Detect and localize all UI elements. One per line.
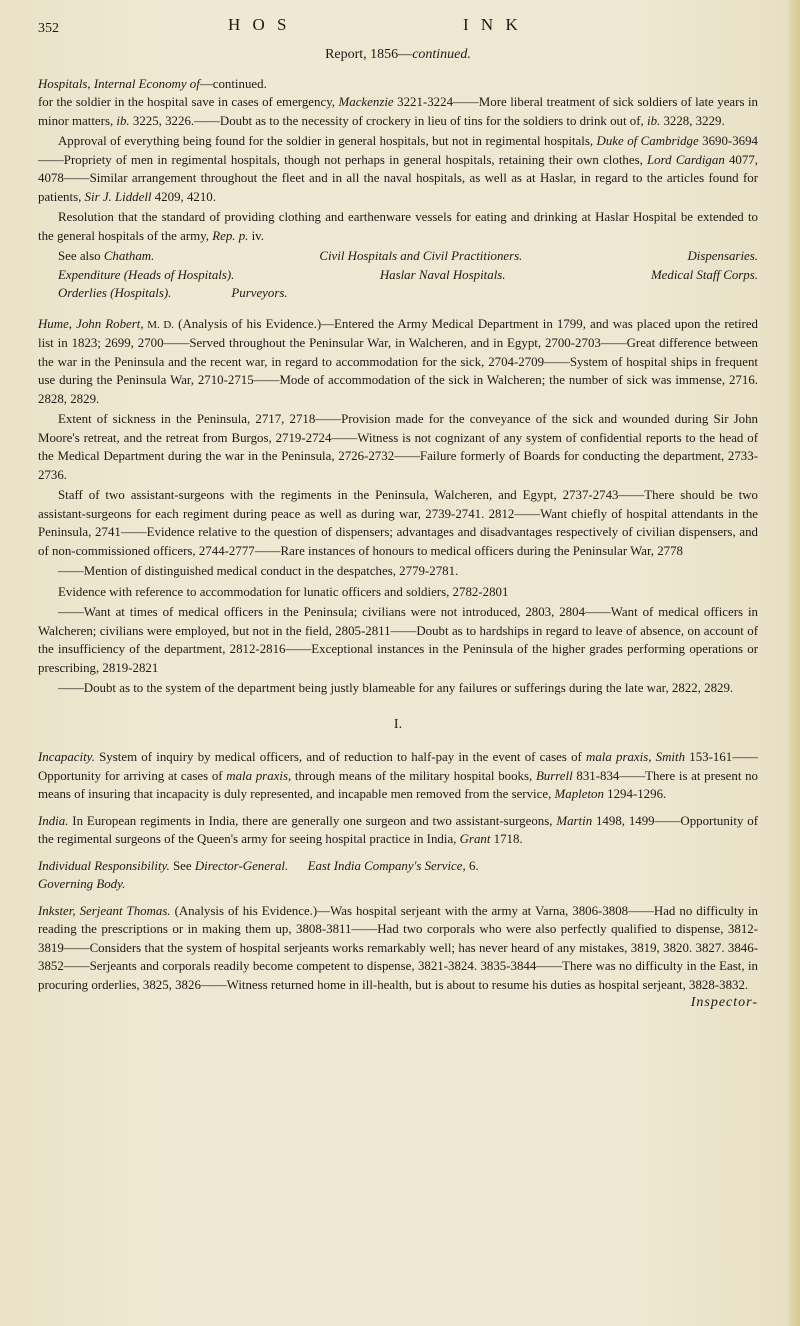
witness-name: Sir J. Liddell [84,189,152,204]
witness-name: Burrell [535,768,573,783]
hume-para-1 [38,315,758,409]
hospitals-para-1 [38,75,758,131]
entry-head: Incapacity. [38,750,95,764]
entry-hospitals [38,75,758,303]
see-item[interactable]: Governing Body. [38,877,126,891]
page-number: 352 [38,21,59,36]
entry-india [38,812,758,849]
entry-head: Inkster, Serjeant Thomas. [38,903,171,918]
text: 3225, 3226.——Doubt as to the necessity of crockery in lieu of tins for the soldiers to drink out of, [129,113,647,128]
see-also-first [58,247,154,266]
witness-name: Grant [459,832,491,846]
see-item[interactable]: Civil Hospitals and Civil Practitioners. [319,249,523,263]
text: iv. [248,228,265,243]
witness-name: Lord Cardigan [647,152,725,167]
ibid: ib. [116,113,130,128]
see-also-row-3 [38,284,758,303]
text: 3690-3694——Propriety of men in regimental hospitals, though not perhaps in general hospitals, retaining their own clothes, [38,134,758,167]
see-also-row-1 [38,247,758,266]
running-header [38,10,758,44]
text: (Analysis of his Evidence.)—Entered the Army Medical Department in 1799, and was placed upon the retired list in 1823; 2699, 2700——Served throughout the Peninsular War, in Walcheren, and in Egypt, 2700-2703——Great difference between the war in the Peninsula and the recent war, in regard to accommodation for the sick, 2704-2709——System of hospital ships in frequent use during the Peninsula War, 2710-2715——Mode of accommodation of the sick in Walcheren; the number of sick was immense, 2716. 2828, 2829. [38,316,758,406]
witness-name: Martin [556,813,593,828]
text: 4209, 4210. [151,189,216,204]
text: (Analysis of his Evidence.)—Was hospital serjeant with the army at Varna, 3806-3808——Had no difficulty in reading the prescriptions or in making them up, 3808-3811——Had two corporals who were also perfectly qualified to dispense, 3812-3819——Considers that the system of hospital serjeants works remarkably well; has never heard of any mistakes, 3819, 3820. 3827. 3846-3852——Serjeants and corporals readily become competent to dispense, 3821-3824. 3835-3844——There was no difficulty in the East, in procuring orderlies, 3825, 3826——Witness returned home in ill-health, but is about to resume his duties as hospital serjeant, 3828-3832. [38,903,758,992]
entry-head: India. [38,813,69,828]
report-heading-prefix: Report, 1856— [325,47,413,62]
see-also-row-2 [38,266,758,285]
page-edge [786,0,800,1326]
see-item[interactable]: Purveyors. [231,286,288,300]
hospitals-para-3 [38,208,758,245]
text: 1498, 1499——Opportunity of the regimental surgeons of the Queen's army for seeing hospital practice in India, [38,813,758,846]
hume-para-4-tail2: ——Doubt as to the system of the department being justly blameable for any failures or sufferings during the late war, 2822, 2829. [58,681,734,695]
text: through means of the military hospital books, [291,768,536,783]
text: 1294-1296. [603,787,667,801]
witness-name: Duke of Cambridge [596,134,699,148]
see-item[interactable]: Chatham. [103,249,155,263]
see-item[interactable]: Director-General. [194,858,289,873]
text: Resolution that the standard of providing clothing and earthenware vessels for eating and drinking at Haslar Hospital be extended to the general hospitals of the army, [38,210,758,243]
text: 831-834——There is at present no means of insuring that incapacity is duly represented, and incapable men removed from the service, [38,768,758,801]
entry-incapacity [38,748,758,804]
text: 6. [465,858,479,873]
text: 1718. [490,832,523,846]
text: Approval of everything being found for the soldier in general hospitals, but not in regimental hospitals, [58,134,597,148]
witness-name: Mackenzie [338,95,394,109]
running-head-left: H O S [228,15,291,34]
report-heading [38,46,758,65]
italic-term: mala praxis, Smith [586,750,686,764]
report-heading-suffix: continued. [412,47,471,62]
hume-para-4-tail: ——Want at times of medical officers in the Peninsula; civilians were not introduced, 2803, 2804——Want of medical officers in Walcheren; civilians were employed, but not in the field, 2805-2811——Doubt as to hardships in regard to leave of absence, on account of the insufficiency of the department, 2812-2816——Exceptional instances in the Peninsula of the higher grades performing operations or prescribing, 2819-2821 [38,605,758,675]
text: In European regiments in India, there are generally one surgeon and two assistant-surgeons, [68,813,557,828]
entry-inkster [38,902,758,995]
catchword-row [38,994,758,1016]
text: System of inquiry by medical officers, and of reduction to half-pay in the event of cases of [94,750,587,764]
hospitals-title: Hospitals, Internal Economy of [38,76,200,91]
hume-degree: M. D. [143,318,175,331]
text: 4077, 4078——Similar arrangement throughout the fleet and in all the naval hospitals, as well as at Haslar, in regard to the articles found for patients, [38,152,758,204]
see-item[interactable]: Orderlies (Hospitals). [58,286,172,300]
ibid: ib. [646,113,661,128]
see-item[interactable]: Expenditure (Heads of Hospitals). [58,267,235,282]
section-letter: I. [393,716,403,732]
hume-para-2: Extent of sickness in the Peninsula, 2717, 2718——Provision made for the conveyance of the sick and wounded during Sir John Moore's retreat, and the retreat from Burgos, 2719-2724——Witness is not cognizant of any system of confidential reports to the head of the Medical Department during the war in the Peninsula, 2726-2732——Failure formerly of Boards for conducting the department, 2733-2736. [38,412,758,482]
text: 3228, 3229. [660,113,725,128]
text: 153-161——Opportunity for arriving at cases of [38,750,759,783]
see-item[interactable]: Haslar Naval Hospitals. [379,267,506,282]
page-content [38,10,758,1016]
report-ref: Rep. p. [212,228,249,243]
text: for the soldier in the hospital save in cases of emergency, [38,95,339,109]
see-item[interactable]: Dispensaries. [687,249,758,263]
see-label: See also [58,249,104,263]
catchword: Inspector- [690,995,758,1010]
entry-head: Individual Responsibility. [38,858,170,873]
hume-name: Hume, John Robert, [38,316,144,331]
hume-para-4: Evidence with reference to accommodation for lunatic officers and soldiers, 2782-2801 [58,584,509,599]
entry-hume [38,315,758,698]
text: 3221-3224——More liberal treatment of sick soldiers of late years in minor matters, [38,95,758,128]
entry-individual-responsibility [38,857,758,894]
hospitals-title-suffix: —continued. [199,76,267,91]
running-head-right: I N K [463,15,522,34]
hospitals-para-2 [38,132,758,206]
witness-name: Mapleton [554,787,604,801]
see-item[interactable]: East India Company's Service, [307,858,466,873]
see-item[interactable]: Medical Staff Corps. [650,267,758,282]
hume-para-3-tail: ——Mention of distinguished medical conduct in the despatches, 2779-2781. [58,564,459,578]
italic-term: mala praxis, [226,768,292,783]
text: See [169,858,195,873]
hume-para-3: Staff of two assistant-surgeons with the regiments in the Peninsula, Walcheren, and Egypt, 2737-2743——There should be two assistant-surgeons for each regiment during peace as well as during war, 2739-2741. 2812——Want chiefly of hospital attendants in the Peninsula, 2741——Evidence relative to the question of dispensers; advantages and disadvantages respectively of civilian dispensers, and of non-commissioned officers, 2744-2777——Rare instances of honours to medical officers during the Peninsular War, 2778 [38,488,758,558]
